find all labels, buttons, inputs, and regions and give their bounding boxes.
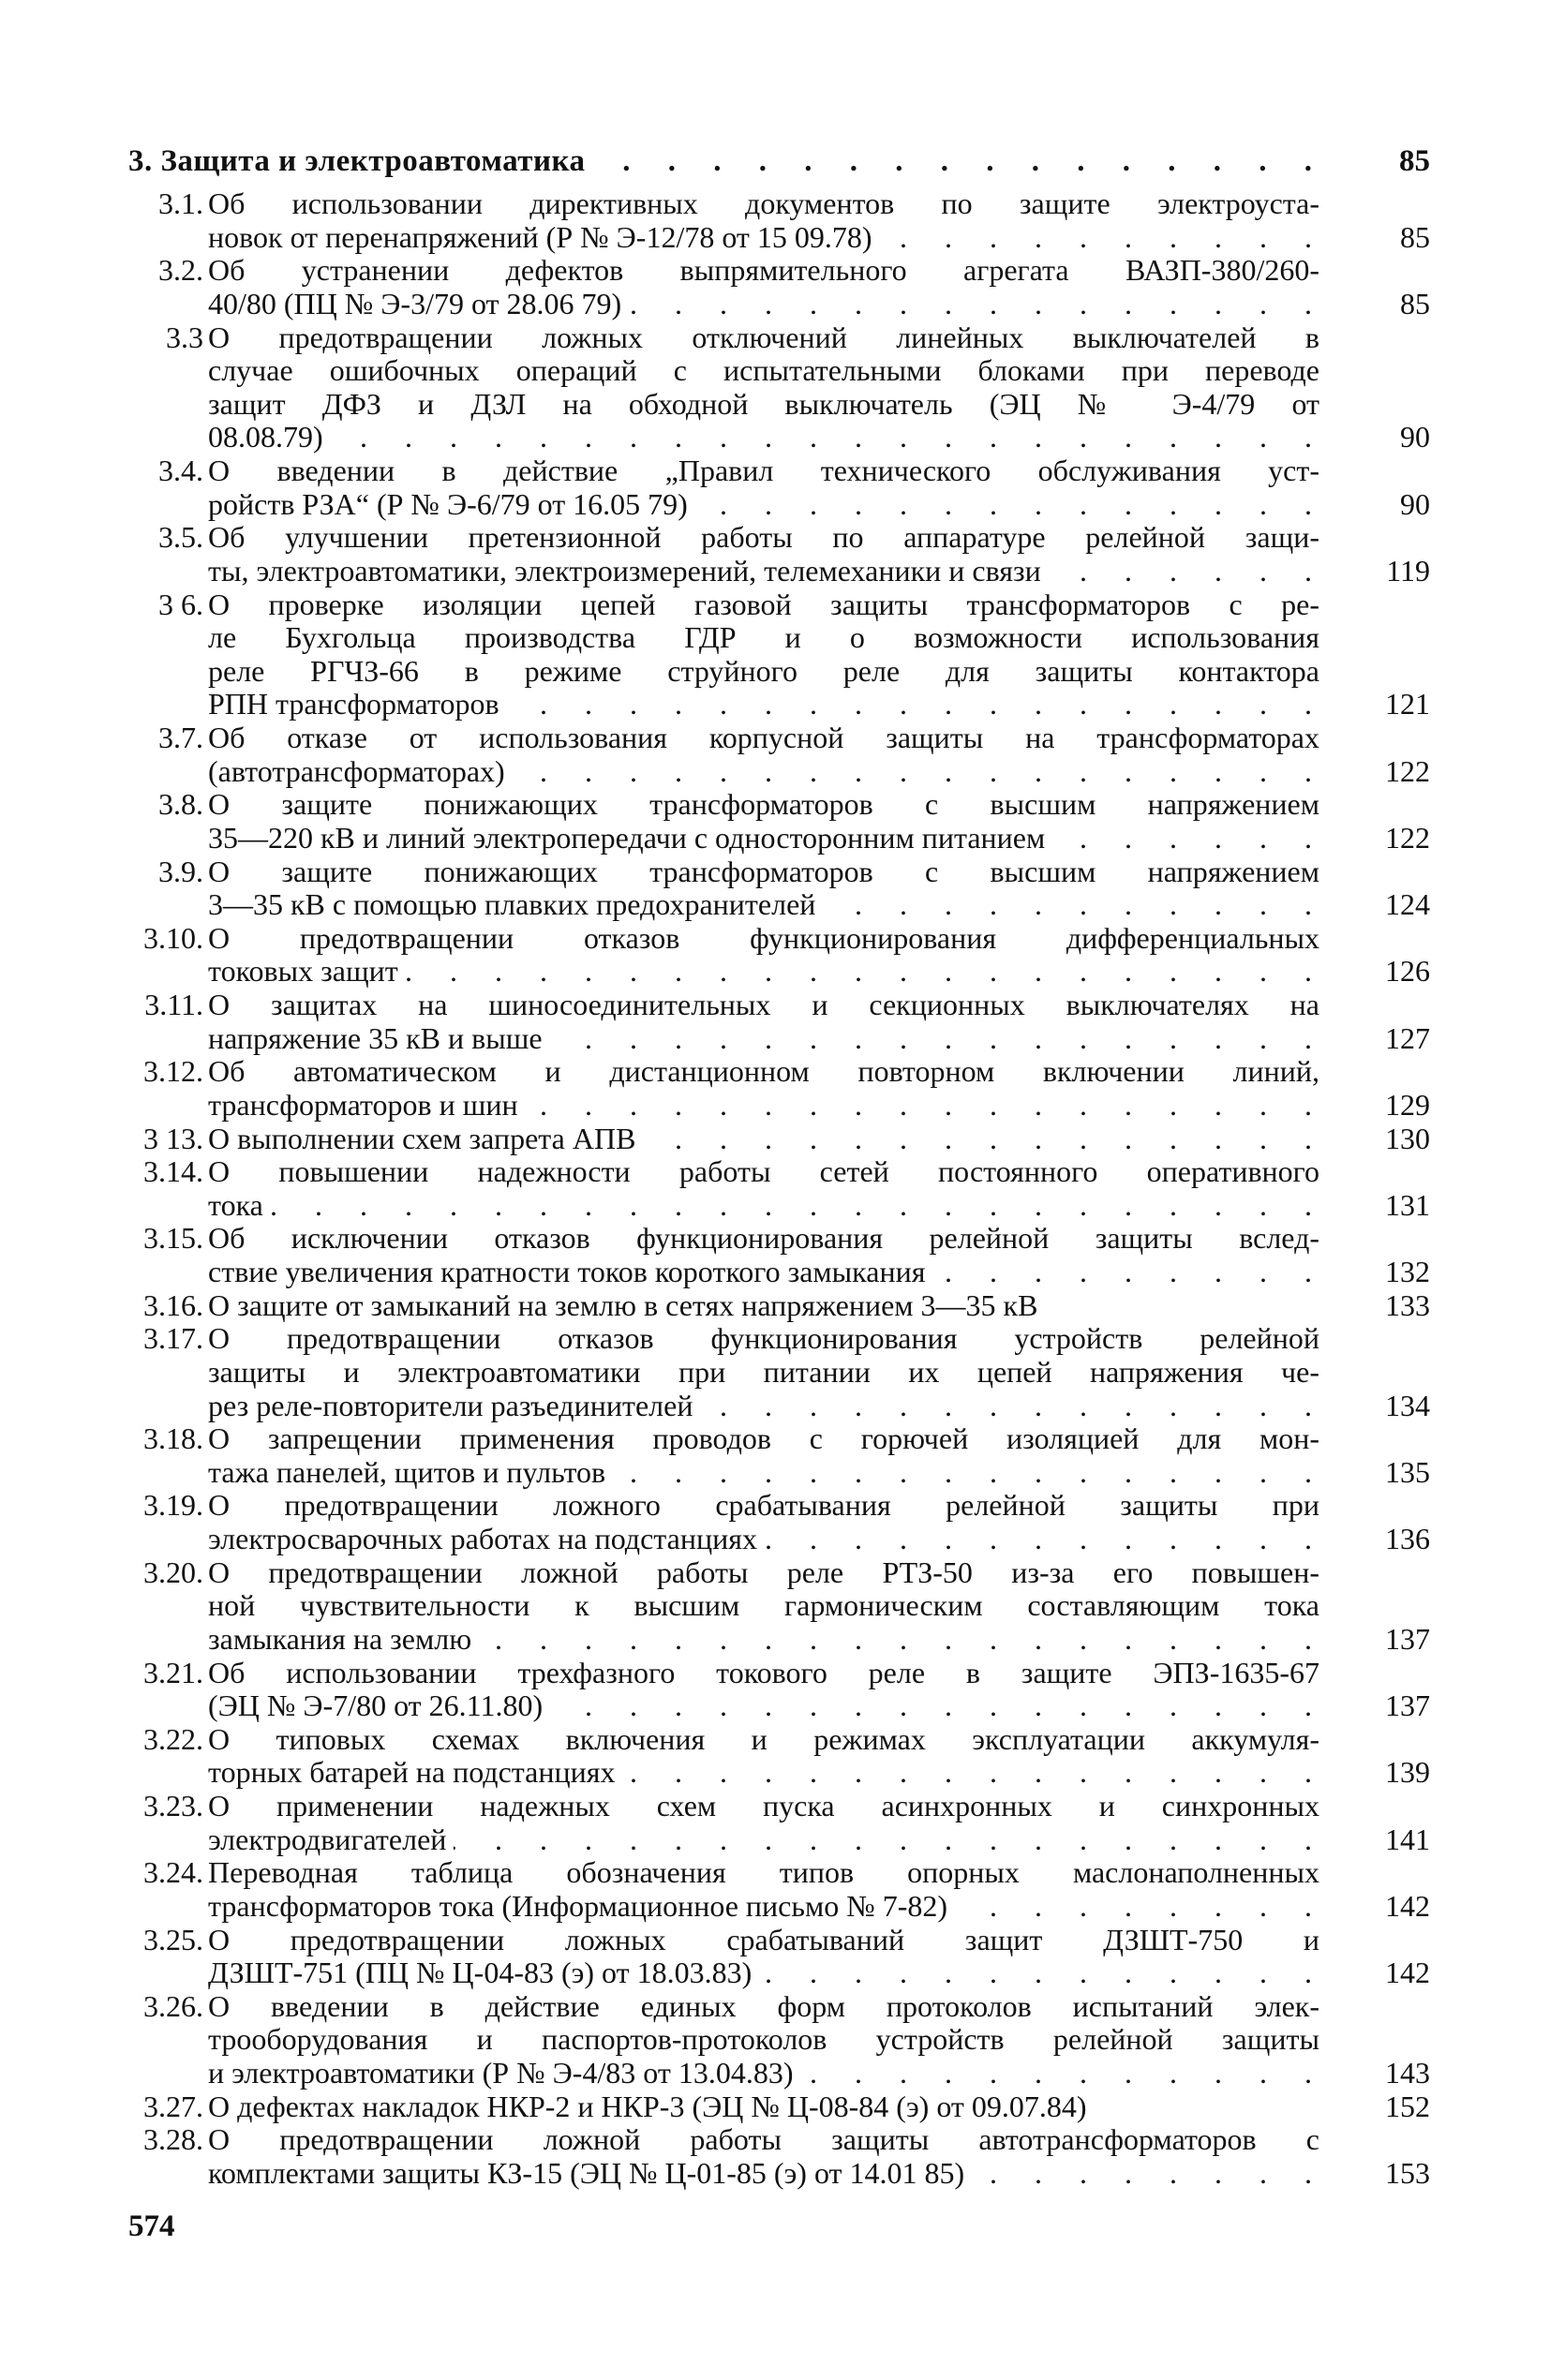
entry-body <box>208 1856 1430 1923</box>
entry-body <box>208 855 1430 922</box>
toc-entries <box>128 187 1430 2191</box>
entry-last-line <box>208 2090 1430 2124</box>
dot-leader <box>765 1523 1323 1556</box>
toc-entry <box>128 1556 1430 1657</box>
entry-page: 137 <box>1385 1621 1430 1656</box>
entry-page: 90 <box>1400 486 1430 521</box>
entry-last-line <box>208 1956 1430 1990</box>
toc-entry <box>128 1990 1430 2090</box>
entry-page: 139 <box>1385 1755 1430 1790</box>
toc-entry <box>128 1790 1430 1856</box>
toc-entry <box>128 721 1430 788</box>
entry-line: 40/80 (ПЦ № Э-3/79 от 28.06 79) <box>208 286 622 320</box>
entry-last-line <box>208 1689 1430 1723</box>
entry-page: 90 <box>1400 420 1430 454</box>
entry-line: О защите от замыканий на землю в сетях напряжением 3—35 кВ <box>208 1287 1038 1322</box>
entry-page: 131 <box>1385 1187 1430 1222</box>
entry-line: РПН трансформаторов <box>208 687 499 721</box>
entry-last-line <box>208 1390 1430 1423</box>
entry-line: электродвигателей <box>208 1822 447 1856</box>
entry-body <box>208 1990 1430 2090</box>
entry-line: О введении в действие единых форм протоколов испытаний элек- <box>208 1989 1319 2023</box>
entry-last-line <box>208 555 1430 588</box>
entry-last-line <box>208 1523 1430 1556</box>
entry-last-line <box>208 1823 1430 1857</box>
entry-page: 127 <box>1385 1020 1430 1055</box>
entry-page: 133 <box>1385 1287 1430 1322</box>
toc-entry <box>128 1123 1430 1156</box>
dot-leader <box>406 955 1323 989</box>
entry-line: О применении надежных схем пуска асинхронных и синхронных <box>208 1790 1319 1822</box>
entry-line: ройств РЗА“ (Р № Э-6/79 от 16.05 79) <box>208 486 688 521</box>
entry-page: 119 <box>1386 553 1430 588</box>
entry-line: напряжение 35 кВ и выше <box>208 1020 543 1055</box>
dot-leader <box>479 1623 1323 1657</box>
toc-entry <box>128 2090 1430 2124</box>
entry-number: 3.2. <box>158 253 203 288</box>
entry-line: ДЗШТ-751 (ПЦ № Ц-04-83 (э) от 18.03.83) <box>208 1956 753 1990</box>
entry-body <box>208 721 1430 788</box>
entry-body <box>208 1289 1430 1323</box>
toc-entry <box>128 1723 1430 1790</box>
entry-number: 3.11. <box>144 988 203 1021</box>
dot-leader <box>972 2157 1323 2191</box>
entry-line: О предотвращении ложных срабатываний защит ДЗШТ-750 и <box>208 1923 1319 1956</box>
entry-line: 08.08.79) <box>208 420 323 454</box>
entry-number: 3.17. <box>143 1321 203 1356</box>
entry-page: 132 <box>1385 1255 1430 1288</box>
entry-line: О защитах на шиносоединительных и секционных выключателях на <box>208 989 1319 1021</box>
entry-line: (автотрансформаторах) <box>208 753 505 788</box>
entry-body <box>208 321 1430 455</box>
entry-body <box>208 1657 1430 1723</box>
entry-last-line <box>208 822 1430 855</box>
toc-entry <box>128 989 1430 1055</box>
dot-leader <box>759 1956 1323 1990</box>
entry-body <box>208 922 1430 989</box>
entry-body <box>208 1055 1430 1122</box>
dot-leader <box>507 688 1323 721</box>
entry-body <box>208 2123 1430 2190</box>
toc-entry <box>128 1155 1430 1222</box>
entry-number: 3.10. <box>143 920 203 955</box>
toc-entry <box>128 1055 1430 1122</box>
entry-number: 3.4. <box>158 454 203 487</box>
dot-leader <box>271 1189 1323 1223</box>
section-title: 3. Защита и электроавтоматика <box>128 144 586 178</box>
entry-body <box>208 1924 1430 1990</box>
dot-leader <box>526 1089 1323 1123</box>
entry-line: реле РГЧЗ-66 в режиме струйного реле для защиты контактора <box>208 654 1319 688</box>
entry-line: (ЭЦ № Э-7/80 от 26.11.80) <box>208 1688 544 1723</box>
entry-last-line <box>208 221 1430 255</box>
toc-entry <box>128 454 1430 521</box>
entry-last-line <box>208 688 1430 721</box>
entry-line: случае ошибочных операций с испытательными блоками при переводе <box>208 354 1319 388</box>
entry-last-line <box>208 1456 1430 1490</box>
toc-entry <box>128 1856 1430 1923</box>
entry-body <box>208 1556 1430 1657</box>
dot-leader <box>454 1823 1323 1857</box>
dot-leader <box>1052 822 1323 855</box>
toc-entry <box>128 521 1430 588</box>
entry-line: защит ДФЗ и ДЗЛ на обходной выключатель (ЭЦ № Э-4/79 от <box>208 387 1319 421</box>
dot-leader <box>695 488 1323 522</box>
entry-page: 85 <box>1400 286 1430 320</box>
dot-leader <box>513 755 1323 789</box>
entry-line: 3—35 кВ с помощью плавких предохранителей <box>208 887 816 922</box>
toc-entry <box>128 1657 1430 1723</box>
entry-line: токовых защит <box>208 954 398 989</box>
dot-leader <box>823 888 1323 922</box>
entry-body <box>208 989 1430 1055</box>
entry-page: 141 <box>1385 1822 1430 1856</box>
dot-leader <box>643 1123 1323 1156</box>
entry-line: тажа панелей, щитов и пультов <box>208 1454 606 1489</box>
entry-last-line <box>208 421 1430 454</box>
entry-body <box>208 1322 1430 1422</box>
entry-line: 35—220 кВ и линий электропередачи с односторонним питанием <box>208 820 1046 855</box>
entry-line: рез реле-повторители разъединителей <box>208 1388 693 1422</box>
entry-line: трансформаторов тока (Информационное письмо № 7-82) <box>208 1888 948 1923</box>
entry-line: ле Бухгольца производства ГДР и о возможности использования <box>208 621 1319 655</box>
dot-leader <box>550 1022 1323 1056</box>
dot-leader <box>550 1689 1323 1723</box>
entry-body <box>208 1155 1430 1222</box>
entry-number: 3.20. <box>143 1554 203 1589</box>
entry-line: Об автоматическом и дистанционном повторном включении линий, <box>208 1055 1319 1089</box>
entry-number: 3 6. <box>158 587 203 621</box>
entry-page: 135 <box>1385 1454 1430 1489</box>
entry-number: 3.24. <box>143 1855 203 1890</box>
page-number: 574 <box>128 2209 175 2243</box>
entry-page: 130 <box>1385 1121 1430 1155</box>
section-heading <box>128 144 1430 178</box>
entry-line: О предотвращении отказов функционирования устройств релейной <box>208 1322 1319 1356</box>
entry-line: О дефектах накладок НКР-2 и НКР-3 (ЭЦ № Ц-08-84 (э) от 09.07.84) <box>208 2089 1087 2123</box>
entry-page: 152 <box>1385 2089 1430 2123</box>
entry-line: О предотвращении ложной работы реле РТЗ-50 из-за его повышен- <box>208 1555 1319 1589</box>
entry-line: трооборудования и паспортов-протоколов устройств релейной защиты <box>208 2023 1319 2057</box>
toc-entry <box>128 254 1430 320</box>
entry-line: О типовых схемах включения и режимах эксплуатации аккумуля- <box>208 1722 1319 1756</box>
entry-number: 3.27. <box>143 2089 203 2123</box>
toc-entry <box>128 1222 1430 1288</box>
entry-line: О выполнении схем запрета АПВ <box>208 1121 636 1155</box>
entry-line: трансформаторов и шин <box>208 1087 518 1122</box>
entry-number: 3.8. <box>158 787 203 822</box>
entry-page: 126 <box>1385 954 1430 989</box>
entry-line: О проверке изоляции цепей газовой защиты трансформаторов с ре- <box>208 588 1319 621</box>
entry-line: Об улучшении претензионной работы по аппаратуре релейной защи- <box>208 521 1319 555</box>
entry-last-line <box>208 1256 1430 1289</box>
entry-last-line <box>208 1623 1430 1657</box>
entry-line: О предотвращении ложной работы защиты автотрансформаторов с <box>208 2123 1319 2157</box>
entry-body <box>208 1222 1430 1288</box>
entry-last-line <box>208 1289 1430 1323</box>
entry-number: 3 13. <box>143 1121 203 1155</box>
toc-entry <box>128 321 1430 455</box>
entry-line: О повышении надежности работы сетей постоянного оперативного <box>208 1155 1319 1189</box>
entry-number: 3.5. <box>158 520 203 555</box>
entry-page: 134 <box>1385 1388 1430 1422</box>
entry-number: 3.23. <box>143 1789 203 1822</box>
entry-line: комплектами защиты КЗ-15 (ЭЦ № Ц-01-85 (э) от 14.01 85) <box>208 2155 965 2190</box>
entry-line: Об исключении отказов функционирования релейной защиты вслед- <box>208 1222 1319 1256</box>
entry-page: 121 <box>1385 687 1430 721</box>
entry-line: Об отказе от использования корпусной защиты на трансформаторах <box>208 721 1319 754</box>
entry-line: Об использовании директивных документов по защите электроуста- <box>208 187 1319 220</box>
toc-entry <box>128 1289 1430 1323</box>
entry-line: электросварочных работах на подстанциях <box>208 1522 757 1555</box>
entry-line: Об использовании трехфазного токового реле в защите ЭПЗ-1635-67 <box>208 1656 1319 1689</box>
entry-line: и электроавтоматики (Р № Э-4/83 от 13.04.83) <box>208 2056 794 2090</box>
toc-entry <box>128 855 1430 922</box>
dot-leader <box>629 288 1323 321</box>
entry-page: 153 <box>1385 2155 1430 2190</box>
entry-number: 3.26. <box>143 1988 203 2023</box>
entry-number: 3.22. <box>143 1721 203 1756</box>
dot-leader <box>955 1890 1323 1924</box>
entry-body <box>208 254 1430 320</box>
entry-line: защиты и электроавтоматики при питании их цепей напряжения че- <box>208 1355 1319 1389</box>
entry-last-line <box>208 1189 1430 1223</box>
entry-line: замыкания на землю <box>208 1621 472 1656</box>
toc-entry <box>128 788 1430 855</box>
entry-page: 136 <box>1385 1522 1430 1555</box>
entry-body <box>208 454 1430 521</box>
entry-line: ты, электроавтоматики, электроизмерений, телемеханики и связи <box>208 553 1041 588</box>
dot-leader <box>880 221 1323 255</box>
entry-line: О защите понижающих трансформаторов с высшим напряжением <box>208 855 1319 888</box>
entry-line: О предотвращении ложного срабатывания релейной защиты при <box>208 1489 1319 1523</box>
toc-entry <box>128 187 1430 254</box>
dot-leader <box>700 1390 1323 1423</box>
entry-body <box>208 1422 1430 1489</box>
dot-leader <box>1049 555 1323 588</box>
entry-body <box>208 1123 1430 1156</box>
entry-last-line <box>208 1890 1430 1924</box>
toc-entry <box>128 1489 1430 1555</box>
entry-body <box>208 1723 1430 1790</box>
entry-last-line <box>208 288 1430 321</box>
entry-page: 143 <box>1385 2056 1430 2090</box>
toc-entry <box>128 1422 1430 1489</box>
entry-last-line <box>208 888 1430 922</box>
entry-number: 3.16. <box>143 1287 203 1322</box>
entry-line: О запрещении применения проводов с горючей изоляцией для мон- <box>208 1422 1319 1456</box>
entry-last-line <box>208 955 1430 989</box>
section-page: 85 <box>1399 144 1430 178</box>
entry-body <box>208 1790 1430 1856</box>
entry-line: Переводная таблица обозначения типов опорных маслонаполненных <box>208 1856 1319 1890</box>
entry-line: ствие увеличения кратности токов короткого замыкания <box>208 1255 926 1288</box>
entry-line: ной чувствительности к высшим гармоническим составляющим тока <box>208 1589 1319 1623</box>
entry-number: 3.28. <box>143 2122 203 2157</box>
entry-line: О защите понижающих трансформаторов с высшим напряжением <box>208 788 1319 822</box>
dot-leader <box>800 2057 1323 2090</box>
entry-page: 85 <box>1400 219 1430 254</box>
entry-line: О предотвращении отказов функционирования дифференциальных <box>208 921 1319 955</box>
entry-body <box>208 2090 1430 2124</box>
entry-number: 3.3 <box>166 320 203 354</box>
entry-number: 3.1. <box>158 186 203 220</box>
entry-number: 3.12. <box>143 1054 203 1089</box>
entry-page: 137 <box>1385 1688 1430 1723</box>
entry-page: 129 <box>1385 1087 1430 1122</box>
dot-leader <box>613 1456 1323 1490</box>
dot-leader <box>593 144 1323 178</box>
entry-last-line <box>208 1123 1430 1156</box>
entry-last-line <box>208 488 1430 522</box>
toc-entry <box>128 588 1430 722</box>
entry-line: торных батарей на подстанциях <box>208 1755 616 1790</box>
entry-page: 142 <box>1385 1956 1430 1990</box>
entry-number: 3.19. <box>143 1488 203 1523</box>
toc-entry <box>128 1322 1430 1422</box>
entry-number: 3.21. <box>143 1655 203 1689</box>
entry-body <box>208 521 1430 588</box>
entry-line: О предотвращении ложных отключений линейных выключателей в <box>208 320 1319 354</box>
entry-number: 3.15. <box>143 1221 203 1256</box>
toc-entry <box>128 2123 1430 2190</box>
entry-body <box>208 187 1430 254</box>
entry-line: О введении в действие „Правил технического обслуживания уст- <box>208 454 1319 487</box>
dot-leader <box>331 421 1323 454</box>
entry-page: 124 <box>1385 887 1430 922</box>
dot-leader <box>932 1256 1323 1289</box>
entry-page: 122 <box>1385 753 1430 788</box>
entry-line: Об устранении дефектов выпрямительного агрегата ВАЗП-380/260- <box>208 254 1319 288</box>
entry-number: 3.18. <box>143 1421 203 1456</box>
toc-entry <box>128 922 1430 989</box>
entry-number: 3.25. <box>143 1922 203 1956</box>
entry-page: 122 <box>1385 820 1430 855</box>
entry-number: 3.9. <box>158 854 203 888</box>
entry-line: тока <box>208 1187 263 1222</box>
entry-last-line <box>208 1756 1430 1790</box>
entry-last-line <box>208 2157 1430 2191</box>
entry-page: 142 <box>1385 1888 1430 1923</box>
entry-last-line <box>208 2057 1430 2090</box>
entry-last-line <box>208 1089 1430 1123</box>
dot-leader <box>622 1756 1323 1790</box>
toc-entry <box>128 1924 1430 1990</box>
entry-last-line <box>208 1022 1430 1056</box>
entry-last-line <box>208 755 1430 789</box>
entry-body <box>208 1489 1430 1555</box>
entry-line: новок от перенапряжений (Р № Э-12/78 от 15 09.78) <box>208 219 872 254</box>
entry-number: 3.7. <box>158 721 203 754</box>
entry-number: 3.14. <box>143 1154 203 1189</box>
entry-body <box>208 788 1430 855</box>
entry-body <box>208 588 1430 722</box>
